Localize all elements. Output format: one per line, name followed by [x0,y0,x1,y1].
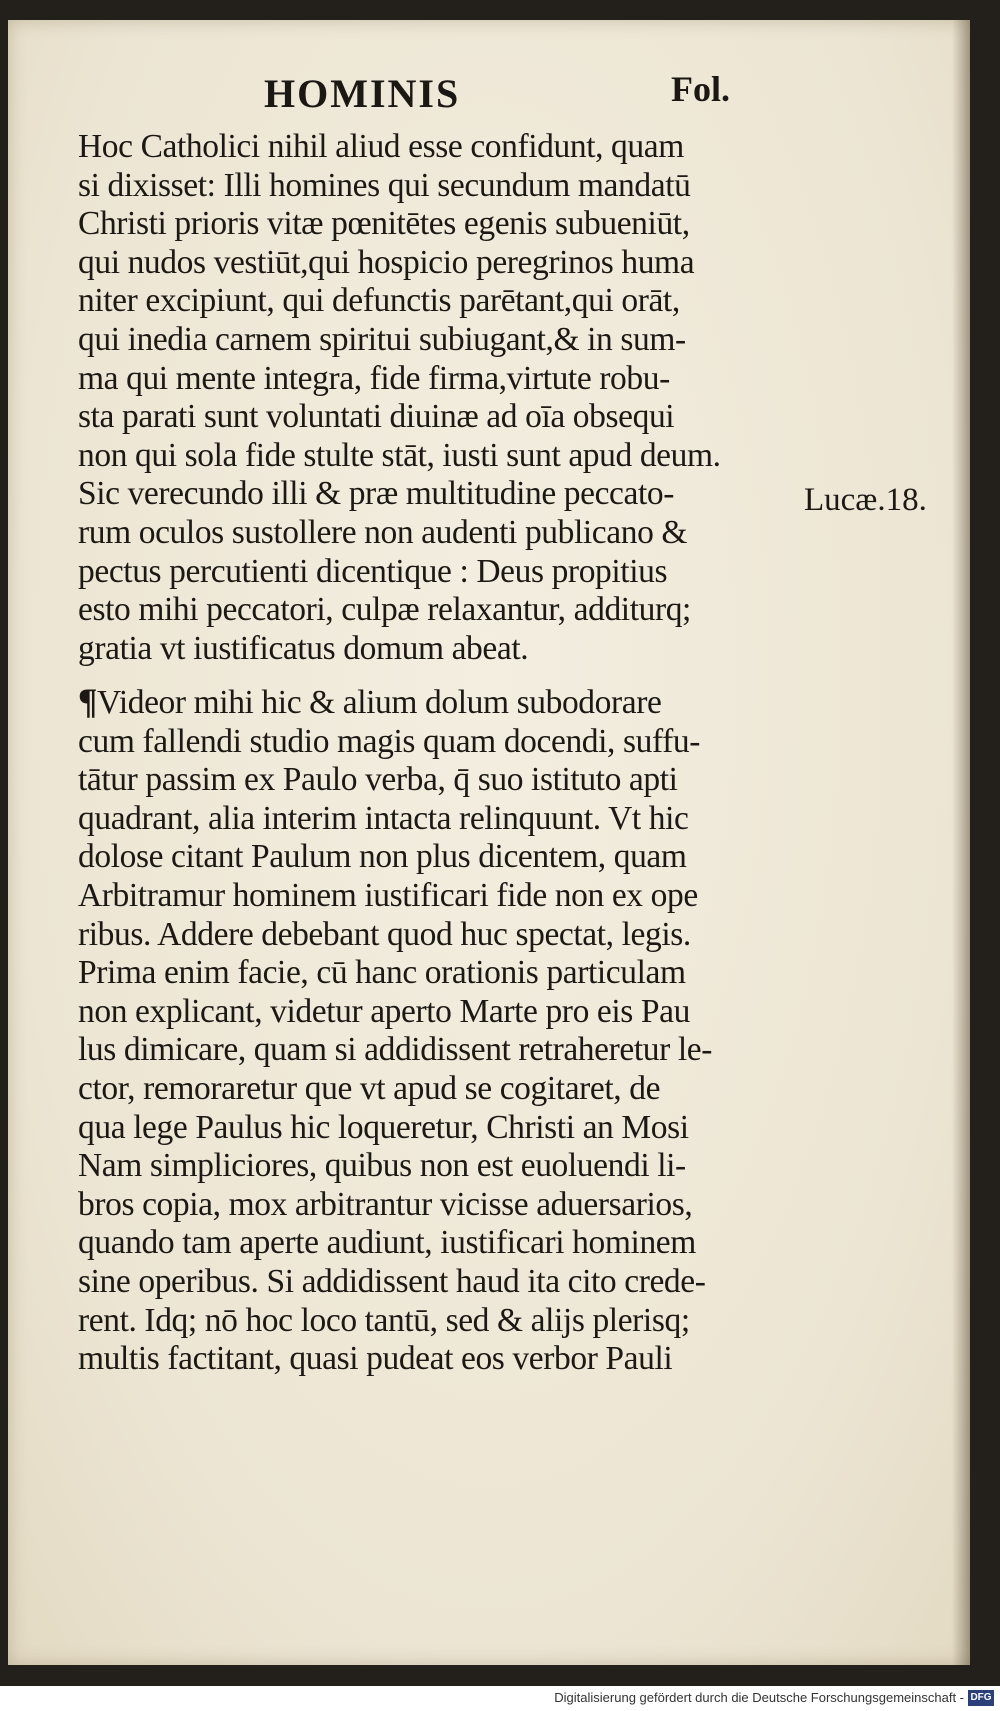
margin-note: Lucæ.18. [804,482,927,518]
paragraph-2 [78,682,798,1379]
text-line: gratia vt iustificatus domum abeat. [78,629,529,667]
text-line: ribus. Addere debebant quod huc spectat, legis. [78,915,691,953]
text-line: multis factitant, quasi pudeat eos verbor Pauli [78,1340,673,1378]
text-line: rum oculos sustollere non audenti publicano & [78,513,688,551]
text-line-content: Videor mihi hic & alium dolum subodorare [97,684,662,721]
book-page [8,20,970,1665]
text-line: bros copia, mox arbitrantur vicisse aduersarios, [78,1185,693,1223]
text-line: Prima enim facie, cū hanc orationis particulam [78,954,686,992]
text-line: ma qui mente integra, fide firma,virtute robu- [78,359,670,397]
text-line: sine operibus. Si addidissent haud ita cito crede- [78,1262,706,1300]
text-line: non explicant, videtur aperto Marte pro eis Pau [78,992,690,1030]
text-line: si dixisset: Illi homines qui secundum mandatū [78,166,691,204]
text-line: rent. Idq; nō hoc loco tantū, sed & alijs plerisq; [78,1301,690,1339]
text-line: Christi prioris vitæ pœnitētes egenis subueniūt, [78,205,690,243]
text-line: sta parati sunt voluntati diuinæ ad oīa obsequi [78,398,675,436]
text-line: dolose citant Paulum non plus dicentem, quam [78,838,687,876]
text-line: ctor, remoraretur que vt apud se cogitaret, de [78,1069,661,1107]
text-line: qui nudos vestiūt,qui hospicio peregrinos huma [78,243,695,281]
text-line: Sic verecundo illi & præ multitudine peccato- [78,475,675,513]
text-line: non qui sola fide stulte stāt, iusti sunt apud deum. [78,436,721,474]
text-line: qui inedia carnem spiritui subiugant,& in sum- [78,320,686,358]
funding-credit: Digitalisierung gefördert durch die Deutsche Forschungsgemeinschaft - [554,1690,964,1705]
folio-number: Fol. [671,69,730,109]
text-line: Hoc Catholici nihil aliud esse confidunt, quam [78,128,684,165]
text-line: niter excipiunt, qui defunctis parētant,qui orāt, [78,282,680,320]
text-line: lus dimicare, quam si addidissent retraheretur le- [78,1031,712,1069]
text-line: tātur passim ex Paulo verba, q̄ suo istituto apti [78,761,678,799]
text-line: cum fallendi studio magis quam docendi, suffu- [78,722,701,760]
text-line: Arbitramur hominem iustificari fide non ex ope [78,876,698,914]
text-line: qua lege Paulus hic loqueretur, Christi an Mosi [78,1108,689,1146]
text-line: pectus percutienti dicentique : Deus propitius [78,552,668,590]
paragraph-1 [78,128,798,668]
text-line [78,682,798,723]
text-line: Nam simpliciores, quibus non est euoluendi li- [78,1147,686,1185]
pilcrow-mark: ¶ [78,681,98,721]
text-line: quadrant, alia interim intacta relinquunt. Vt hic [78,799,689,837]
text-line: quando tam aperte audiunt, iustificari hominem [78,1224,696,1262]
digitization-footer [0,1686,1000,1711]
running-head: HOMINIS [264,71,461,116]
dfg-logo: DFG [968,1690,994,1706]
text-line: esto mihi peccatori, culpæ relaxantur, additurq; [78,591,691,629]
page-gutter-shadow [952,20,970,1665]
